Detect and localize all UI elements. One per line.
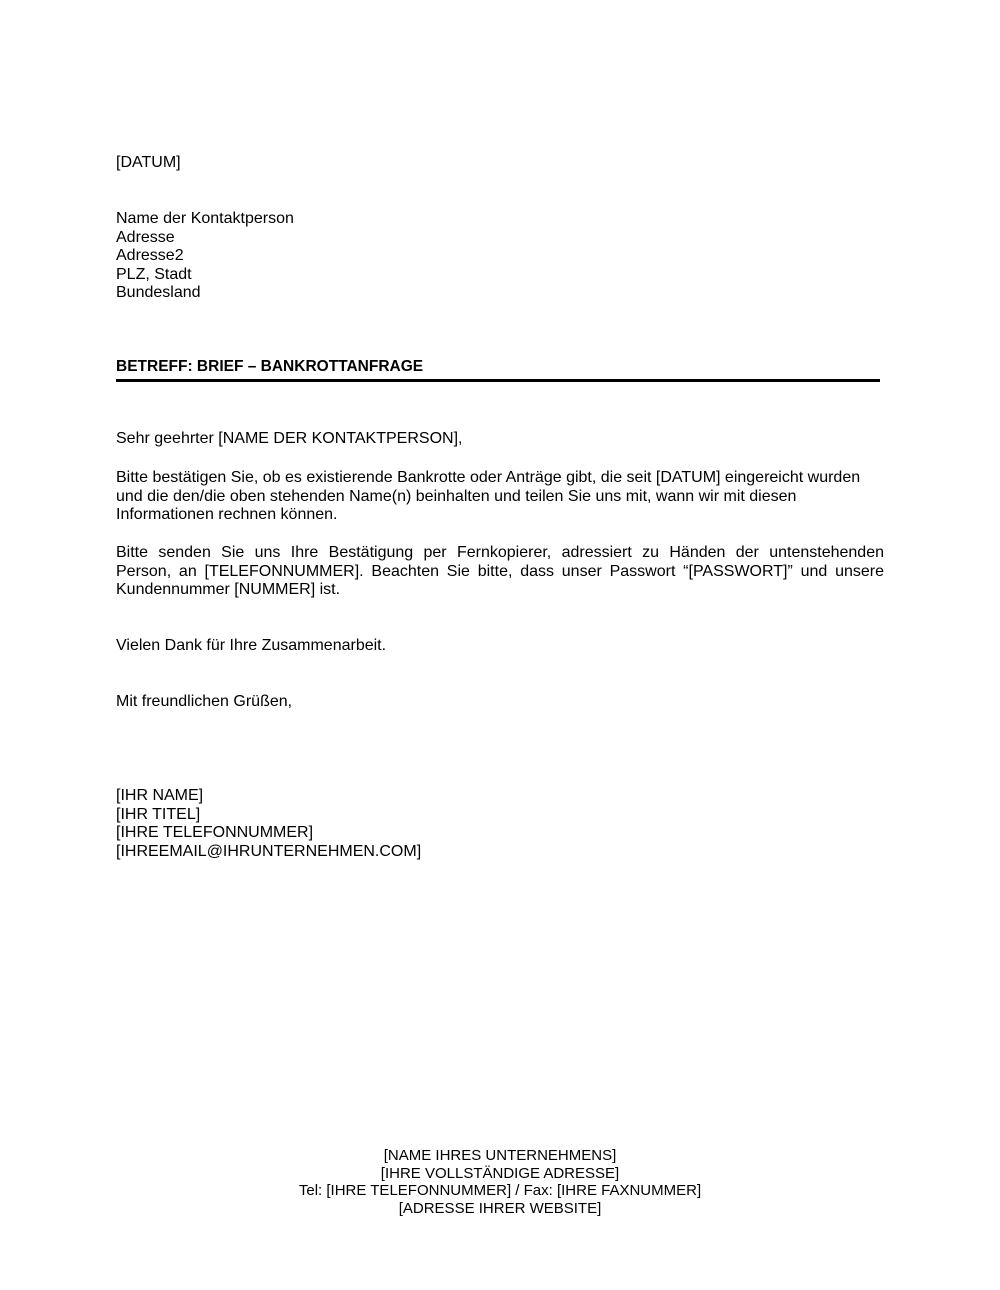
- footer-website: [ADRESSE IHRER WEBSITE]: [398, 1199, 602, 1217]
- paragraph-1-line-3: Informationen rechnen können.: [116, 506, 338, 523]
- paragraph-2-line-3: Kundennummer [NUMMER] ist.: [116, 581, 341, 598]
- sender-name: [IHR NAME]: [116, 787, 204, 804]
- body-paragraph-2: [116, 544, 884, 600]
- closing-line: [116, 693, 292, 712]
- paragraph-1-line-2: und die den/die oben stehenden Name(n) beinhalten und teilen Sie uns mit, wann wir mit diesen: [116, 487, 797, 505]
- footer-address: [IHRE VOLLSTÄNDIGE ADRESSE]: [380, 1164, 620, 1182]
- salutation-text: Sehr geehrter [NAME DER KONTAKTPERSON],: [116, 430, 463, 447]
- body-paragraph-1: [116, 469, 886, 525]
- paragraph-1-line-1: Bitte bestätigen Sie, ob es existierende Bankrotte oder Anträge gibt, die seit [DATUM] eingereicht wurden: [116, 469, 861, 486]
- subject-line: [116, 358, 880, 376]
- thanks-text: Vielen Dank für Ihre Zusammenarbeit.: [116, 637, 387, 654]
- paragraph-2-line-1: Bitte senden Sie uns Ihre Bestätigung per Fernkopierer, adressiert zu Händen der untenstehenden: [116, 544, 884, 561]
- recipient-address-block: [116, 210, 294, 303]
- recipient-name: Name der Kontaktperson: [116, 210, 294, 227]
- footer-company-name: [NAME IHRES UNTERNEHMENS]: [383, 1147, 617, 1164]
- letter-footer: [0, 1147, 1000, 1217]
- recipient-address-line-1: Adresse: [116, 228, 175, 246]
- subject-divider: [116, 379, 880, 382]
- thanks-line: [116, 637, 386, 656]
- recipient-state: Bundesland: [116, 284, 201, 301]
- footer-phone-fax: Tel: [IHRE TELEFONNUMMER] / Fax: [IHRE FAXNUMMER]: [298, 1182, 702, 1199]
- subject-text: BETREFF: BRIEF – BANKROTTANFRAGE: [116, 358, 424, 375]
- sender-phone: [IHRE TELEFONNUMMER]: [116, 824, 314, 841]
- sender-email: [IHREEMAIL@IHRUNTERNEHMEN.COM]: [116, 842, 422, 860]
- recipient-address-line-2: Adresse2: [116, 247, 184, 264]
- closing-text: Mit freundlichen Grüßen,: [116, 693, 293, 710]
- paragraph-2-line-2: Person, an [TELEFONNUMMER]. Beachten Sie bitte, dass unser Passwort “[PASSWORT]” und unsere: [116, 562, 884, 580]
- letter-date: [116, 154, 181, 173]
- date-text: [DATUM]: [116, 154, 181, 171]
- signature-block: [116, 787, 421, 861]
- recipient-postal-city: PLZ, Stadt: [116, 265, 192, 283]
- salutation: [116, 430, 462, 449]
- sender-title: [IHR TITEL]: [116, 805, 201, 823]
